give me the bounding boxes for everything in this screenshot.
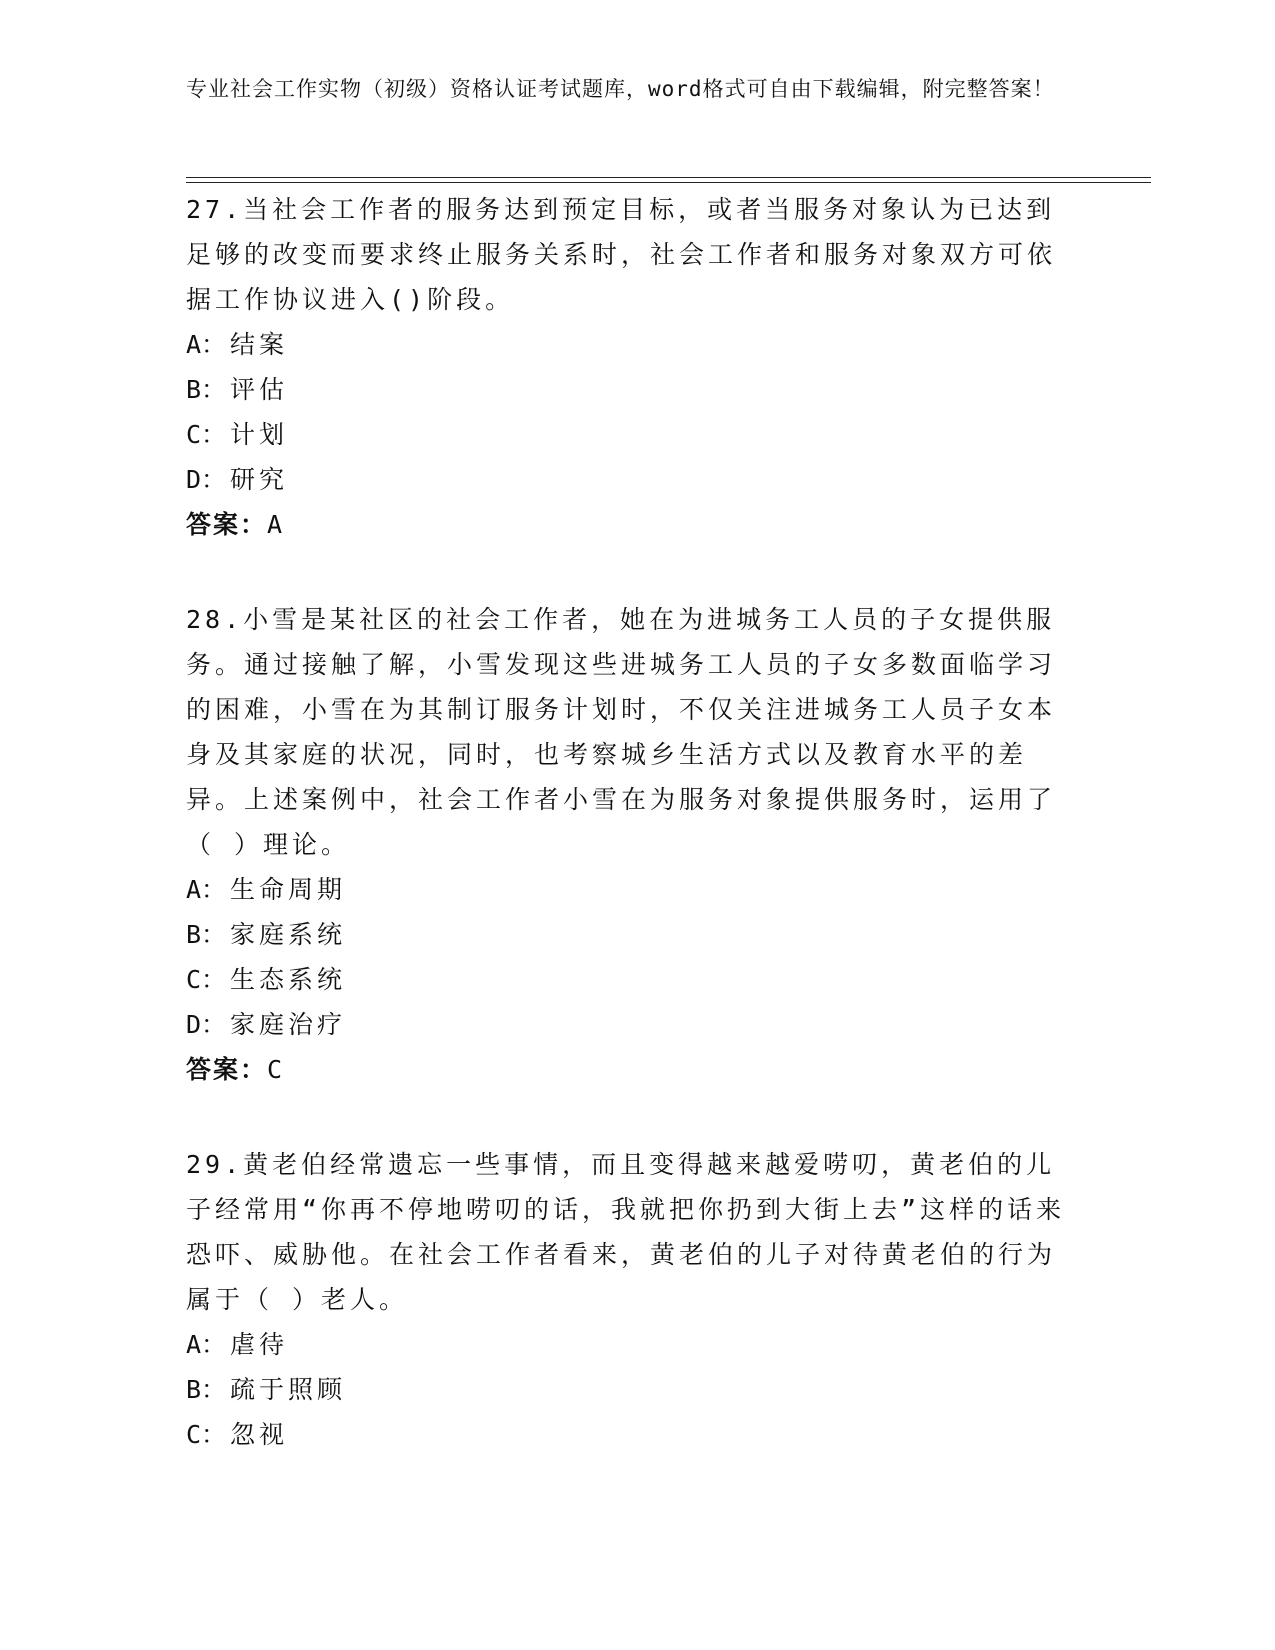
question-27	[186, 187, 1076, 547]
option-key: B：	[186, 920, 227, 949]
option-text: 结案	[230, 330, 289, 359]
answer-label: 答案：	[186, 510, 268, 539]
option-key: C：	[186, 1420, 227, 1449]
option-c	[186, 412, 1076, 457]
option-b	[186, 367, 1076, 412]
option-text: 家庭系统	[230, 920, 347, 949]
option-key: D：	[186, 465, 227, 494]
option-key: C：	[186, 965, 227, 994]
option-key: A：	[186, 875, 227, 904]
document-header: 专业社会工作实物（初级）资格认证考试题库，word格式可自由下载编辑，附完整答案！	[186, 77, 1055, 101]
question-29	[186, 1142, 1076, 1457]
option-key: B：	[186, 375, 227, 404]
option-text: 生命周期	[230, 875, 347, 904]
option-c	[186, 957, 1076, 1002]
option-text: 生态系统	[230, 965, 347, 994]
option-text: 家庭治疗	[230, 1010, 347, 1039]
question-stem: 29.黄老伯经常遗忘一些事情，而且变得越来越爱唠叨，黄老伯的儿子经常用“你再不停地唠叨的话，我就把你扔到大街上去”这样的话来恐吓、威胁他。在社会工作者看来，黄老伯的儿子对待黄老伯的行为属于（ ）老人。	[186, 1150, 1066, 1314]
option-text: 研究	[230, 465, 289, 494]
option-a	[186, 1322, 1076, 1367]
option-text: 计划	[230, 420, 289, 449]
option-text: 忽视	[230, 1420, 289, 1449]
option-key: A：	[186, 330, 227, 359]
header-divider-line-2	[186, 182, 1151, 183]
answer-value: C	[267, 1055, 283, 1084]
header-divider-line	[186, 177, 1151, 178]
question-stem: 27.当社会工作者的服务达到预定目标，或者当服务对象认为已达到足够的改变而要求终止服务关系时，社会工作者和服务对象双方可依据工作协议进入()阶段。	[186, 195, 1057, 314]
option-d	[186, 457, 1076, 502]
question-stem: 28.小雪是某社区的社会工作者，她在为进城务工人员的子女提供服务。通过接触了解，小雪发现这些进城务工人员的子女多数面临学习的困难，小雪在为其制订服务计划时，不仅关注进城务工人员子女本身及其家庭的状况，同时，也考察城乡生活方式以及教育水平的差异。上述案例中，社会工作者小雪在为服务对象提供服务时，运用了（ ）理论。	[186, 605, 1057, 859]
option-c	[186, 1412, 1076, 1457]
answer-label: 答案：	[186, 1055, 268, 1084]
question-28	[186, 597, 1076, 1092]
answer-line	[186, 502, 1076, 547]
option-key: A：	[186, 1330, 227, 1359]
option-b	[186, 912, 1076, 957]
answer-line	[186, 1047, 1076, 1092]
answer-value: A	[267, 510, 283, 539]
option-text: 虐待	[230, 1330, 289, 1359]
option-d	[186, 1002, 1076, 1047]
option-text: 评估	[230, 375, 289, 404]
option-key: D：	[186, 1010, 227, 1039]
option-key: B：	[186, 1375, 227, 1404]
option-a	[186, 322, 1076, 367]
option-key: C：	[186, 420, 227, 449]
option-text: 疏于照顾	[230, 1375, 347, 1404]
option-b	[186, 1367, 1076, 1412]
option-a	[186, 867, 1076, 912]
